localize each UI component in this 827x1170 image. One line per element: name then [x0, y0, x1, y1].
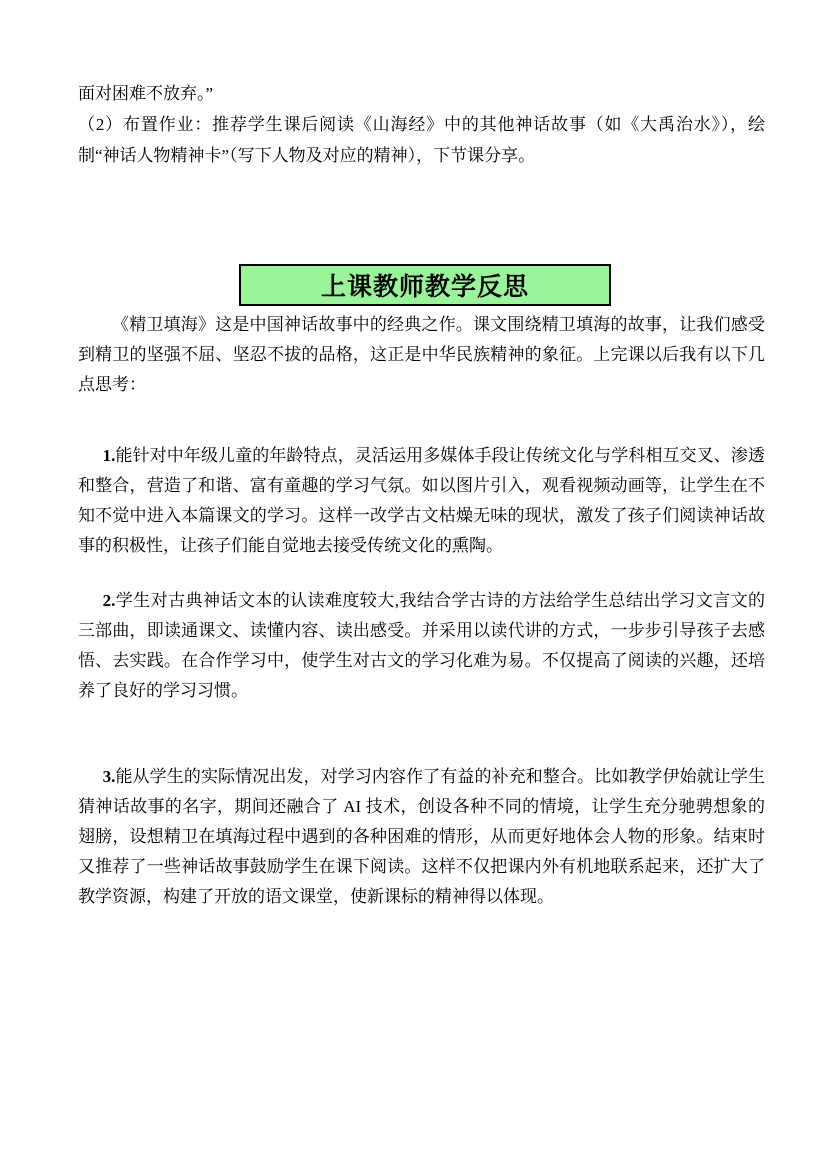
point-2-number: 2.: [102, 591, 116, 610]
point-1-text: 能针对中年级儿童的年龄特点，灵活运用多媒体手段让传统文化与学科相互交叉、渗透和整合，营造了和谐、富有童趣的学习气氛。如以图片引入，观看视频动画等，让学生在不知不觉中进入本篇课文的学习。这样一改学古文枯燥无味的现状，激发了孩子们阅读神话故事的积极性，让孩子们能自觉地去接受传统文化的熏陶。: [78, 446, 765, 555]
reflection-point-1: [78, 441, 765, 561]
point-3-number: 3.: [102, 767, 116, 786]
point-3-text: 能从学生的实际情况出发，对学习内容作了有益的补充和整合。比如教学伊始就让学生猜神话故事的名字，期间还融合了 AI 技术，创设各种不同的情境，让学生充分驰骋想象的翅膀，设想精卫在填海过程中遇到的各种困难的情形，从而更好地体会人物的形象。结束时又推荐了一些神话故事鼓励学生在课下阅读。这样不仅把课内外有机地联系起来，还扩大了教学资源，构建了开放的语文课堂，使新课标的精神得以体现。: [78, 767, 765, 906]
assignment-paragraph: （2）布置作业：推荐学生课后阅读《山海经》中的其他神话故事（如《大禹治水》），绘制“神话人物精神卡”（写下人物及对应的精神），下节课分享。: [78, 115, 765, 165]
reflection-point-3: [78, 762, 765, 912]
point-2-text: 学生对古典神话文本的认读难度较大,我结合学古诗的方法给学生总结出学习文言文的三部曲，即读通课文、读懂内容、读出感受。并采用以读代讲的方式，一步步引导孩子去感悟、去实践。在合作学习中，使学生对古文的学习化难为易。不仅提高了阅读的兴趣，还培养了良好的学习习惯。: [78, 591, 765, 700]
continuation-line: 面对困难不放弃。”: [78, 84, 214, 103]
teaching-reflection-section: [78, 310, 765, 912]
section-heading-box: [239, 264, 611, 306]
reflection-intro-paragraph: 《精卫填海》这是中国神话故事中的经典之作。课文围绕精卫填海的故事，让我们感受到精卫的坚强不屈、坚忍不拔的品格，这正是中华民族精神的象征。上完课以后我有以下几点思考：: [78, 315, 765, 394]
reflection-point-2: [78, 586, 765, 706]
point-1-number: 1.: [102, 446, 116, 465]
section-heading-title: 上课教师教学反思: [320, 273, 529, 301]
lesson-plan-tail-block: [78, 78, 765, 171]
